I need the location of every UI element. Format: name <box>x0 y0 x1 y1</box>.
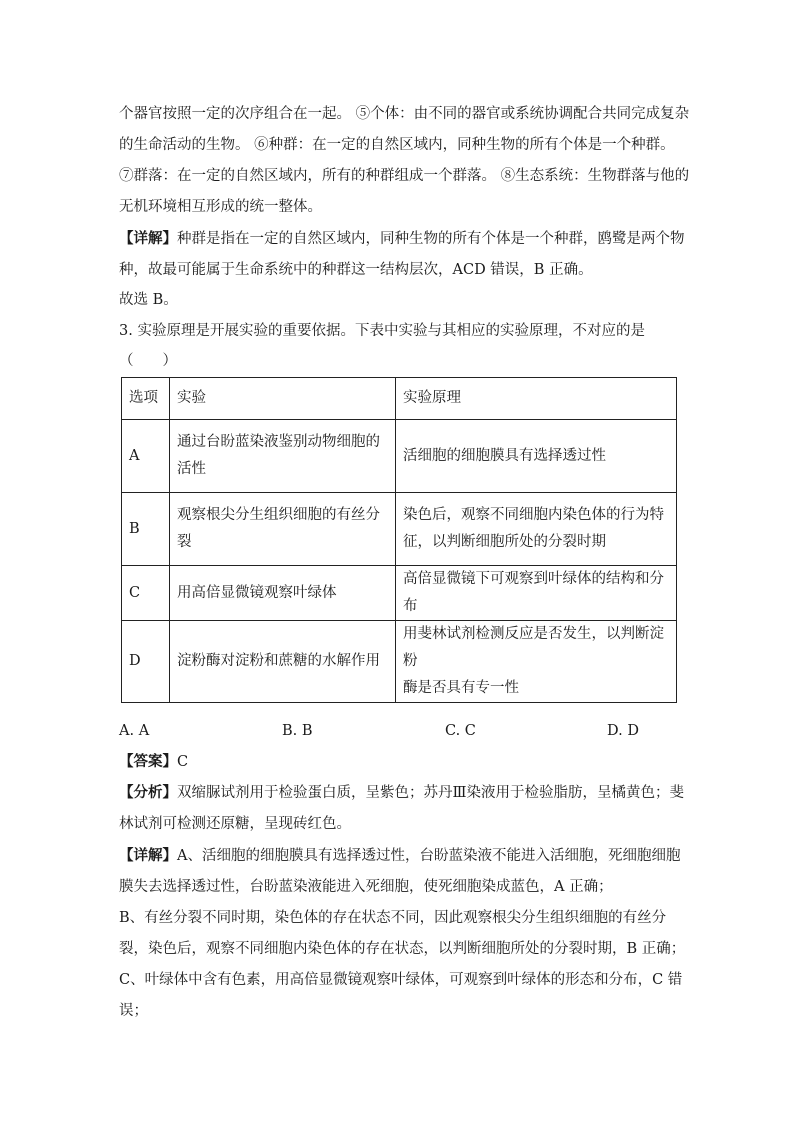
experiment-table <box>121 377 677 703</box>
analysis-line-1 <box>119 783 684 803</box>
table-header-row <box>122 378 677 420</box>
cell-line: 通过台盼蓝染液鉴别动物细胞的 <box>177 434 380 450</box>
intro-line-3: ⑦群落：在一定的自然区域内，所有的种群组成一个群落。 ⑧生态系统：生物群落与他的 <box>119 168 690 184</box>
answer-line <box>119 752 188 772</box>
row-experiment <box>170 566 396 621</box>
detail-line-4: 裂，染色后，观察不同细胞内染色体的存在状态，以判断细胞所处的分裂时期，B 正确； <box>119 941 686 957</box>
intro-line-2: 的生命活动的生物。 ⑥种群：在一定的自然区域内，同种生物的所有个体是一个种群。 <box>119 137 675 153</box>
row-principle <box>396 621 677 703</box>
option-a: A. A <box>119 723 150 739</box>
row-option: C <box>122 566 170 621</box>
row-principle <box>396 420 677 493</box>
row-experiment <box>170 621 396 703</box>
row-option: A <box>122 420 170 493</box>
detail-tag: 【详解】 <box>119 847 177 864</box>
cell-line: 染色后，观察不同细胞内染色体的行为特 <box>403 507 664 523</box>
table-row <box>122 493 677 566</box>
option-d: D. D <box>607 723 639 739</box>
detail-line-6: 误； <box>119 1003 148 1019</box>
cell-line: 高倍显微镜下可观察到叶绿体的结构和分布 <box>403 571 664 614</box>
intro-line-1: 个器官按照一定的次序组合在一起。 ⑤个体：由不同的器官或系统协调配合共同完成复杂 <box>119 106 690 122</box>
header-experiment: 实验 <box>170 378 396 420</box>
question-stem: 3. 实验原理是开展实验的重要依据。下表中实验与其相应的实验原理，不对应的是 <box>119 323 645 339</box>
analysis-text: 双缩脲试剂用于检验蛋白质，呈紫色；苏丹Ⅲ染液用于检验脂肪，呈橘黄色；斐 <box>177 785 684 801</box>
row-option: D <box>122 621 170 703</box>
cell-line: 淀粉酶对淀粉和蔗糖的水解作用 <box>177 653 380 669</box>
prev-detail-line-2: 种，故最可能属于生命系统中的种群这一结构层次，ACD 错误，B 正确。 <box>119 262 593 278</box>
header-option: 选项 <box>122 378 170 420</box>
prev-conclusion: 故选 B。 <box>119 292 178 308</box>
question-blank: （ ） <box>119 353 177 369</box>
detail-line-1 <box>119 846 680 866</box>
detail-line-3: B、有丝分裂不同时期，染色体的存在状态不同，因此观察根尖分生组织细胞的有丝分 <box>119 910 667 926</box>
detail-text: A、活细胞的细胞膜具有选择透过性，台盼蓝染液不能进入活细胞，死细胞细胞 <box>177 848 681 864</box>
cell-line: 征，以判断细胞所处的分裂时期 <box>403 534 606 550</box>
intro-line-4: 无机环境相互形成的统一整体。 <box>119 199 322 215</box>
table-row <box>122 621 677 703</box>
answer-value: C <box>177 754 189 770</box>
cell-line: 用斐林试剂检测反应是否发生，以判断淀粉 <box>403 626 664 669</box>
analysis-line-2: 林试剂可检测还原糖，呈现砖红色。 <box>119 816 351 832</box>
row-principle <box>396 566 677 621</box>
option-b: B. B <box>282 723 313 739</box>
cell-line: 裂 <box>177 534 192 550</box>
row-option: B <box>122 493 170 566</box>
table-row <box>122 420 677 493</box>
detail-line-2: 膜失去选择透过性，台盼蓝染液能进入死细胞，使死细胞染成蓝色，A 正确； <box>119 879 613 895</box>
table-row <box>122 566 677 621</box>
row-experiment <box>170 493 396 566</box>
option-c: C. C <box>445 723 476 739</box>
analysis-tag: 【分析】 <box>119 784 177 801</box>
prev-detail-line-1 <box>119 229 685 249</box>
cell-line: 活细胞的细胞膜具有选择透过性 <box>403 447 606 464</box>
cell-line: 酶是否具有专一性 <box>403 680 519 696</box>
cell-line: 活性 <box>177 461 206 477</box>
answer-tag: 【答案】 <box>119 753 177 770</box>
row-experiment <box>170 420 396 493</box>
detail-line-5: C、叶绿体中含有色素，用高倍显微镜观察叶绿体，可观察到叶绿体的形态和分布，C 错 <box>119 972 683 988</box>
row-principle <box>396 493 677 566</box>
cell-line: 观察根尖分生组织细胞的有丝分 <box>177 507 380 523</box>
header-principle: 实验原理 <box>396 378 677 420</box>
detail-tag: 【详解】 <box>119 230 177 247</box>
cell-line: 用高倍显微镜观察叶绿体 <box>177 584 337 601</box>
prev-detail-text: 种群是指在一定的自然区域内，同种生物的所有个体是一个种群，鸥鹭是两个物 <box>177 231 685 247</box>
